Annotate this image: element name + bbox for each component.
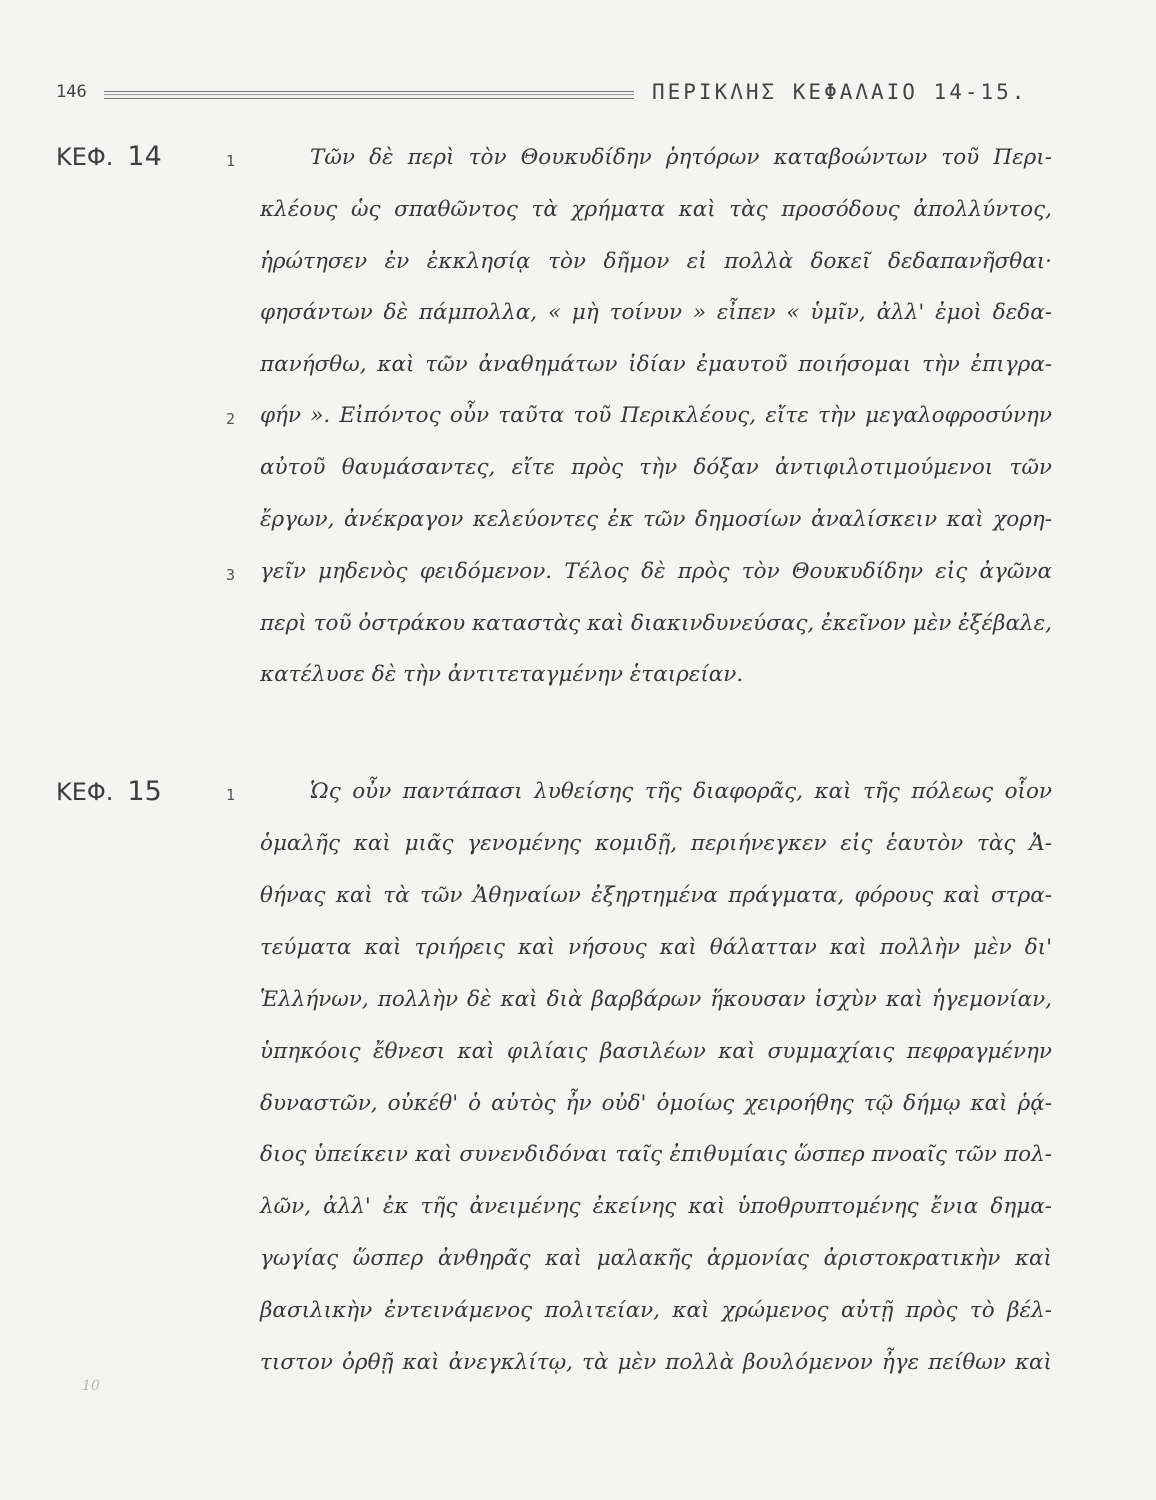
text-line: ὑπηκόοις ἔθνεσι καὶ φιλίαις βασιλέων καὶ συμμαχίαις πεφραγμένην: [260, 1039, 1052, 1064]
text-line: Τῶν δὲ περὶ τὸν Θουκυδίδην ῥητόρων καταβοώντων τοῦ Περι-: [310, 145, 1052, 170]
running-title: ΠΕΡΙΚΛΗΣ ΚΕΦΑΛΑΙΟ 14-15.: [652, 80, 1028, 104]
text-line: κλέους ὡς σπαθῶντος τὰ χρήματα καὶ τὰς προσόδους ἀπολλύντος,: [260, 197, 1052, 222]
section-number: 3: [226, 566, 236, 584]
chapter-number: 14: [127, 141, 162, 172]
text-line: φησάντων δὲ πάμπολλα, « μὴ τοίνυν » εἶπεν « ὑμῖν, ἀλλ' ἐμοὶ δεδα-: [260, 300, 1052, 325]
chapter-label-14: [56, 141, 162, 172]
header-rule: [104, 91, 634, 99]
text-line: Ὡς οὖν παντάπασι λυθείσης τῆς διαφορᾶς, καὶ τῆς πόλεως οἷον: [310, 779, 1052, 804]
section-number: 1: [226, 786, 236, 804]
chapter-abbrev: ΚΕΦ.: [56, 778, 114, 806]
text-line: περὶ τοῦ ὀστράκου καταστὰς καὶ διακινδυνεύσας, ἐκεῖνον μὲν ἐξέβαλε,: [260, 611, 1052, 636]
text-line: φήν ». Εἰπόντος οὖν ταῦτα τοῦ Περικλέους, εἴτε τὴν μεγαλοφροσύνην: [260, 403, 1052, 428]
text-line: δυναστῶν, οὐκέθ' ὁ αὐτὸς ἦν οὐδ' ὁμοίως χειροήθης τῷ δήμῳ καὶ ῥᾴ-: [260, 1091, 1052, 1116]
chapter-abbrev: ΚΕΦ.: [56, 143, 114, 171]
text-line: ἔργων, ἀνέκραγον κελεύοντες ἐκ τῶν δημοσίων ἀναλίσκειν καὶ χορη-: [260, 507, 1052, 532]
text-line: τεύματα καὶ τριήρεις καὶ νήσους καὶ θάλατταν καὶ πολλὴν μὲν δι': [260, 935, 1052, 960]
text-line: γεῖν μηδενὸς φειδόμενον. Τέλος δὲ πρὸς τὸν Θουκυδίδην εἰς ἀγῶνα: [260, 559, 1052, 584]
text-line: ἠρώτησεν ἐν ἐκκλησίᾳ τὸν δῆμον εἰ πολλὰ δοκεῖ δεδαπανῆσθαι·: [260, 249, 1052, 274]
text-line: τιστον ὀρθῇ καὶ ἀνεγκλίτῳ, τὰ μὲν πολλὰ βουλόμενον ἦγε πείθων καὶ: [260, 1350, 1052, 1375]
text-line: βασιλικὴν ἐντεινάμενος πολιτείαν, καὶ χρώμενος αὐτῇ πρὸς τὸ βέλ-: [260, 1298, 1052, 1323]
footer-mark: 10: [82, 1378, 100, 1394]
text-line: λῶν, ἀλλ' ἐκ τῆς ἀνειμένης ἐκείνης καὶ ὑποθρυπτομένης ἔνια δημα-: [260, 1194, 1052, 1219]
page-number: 146: [56, 82, 87, 102]
text-line: θήνας καὶ τὰ τῶν Ἀθηναίων ἐξηρτημένα πράγματα, φόρους καὶ στρα-: [260, 883, 1052, 908]
section-number: 1: [226, 152, 236, 170]
text-line: ὁμαλῆς καὶ μιᾶς γενομένης κομιδῇ, περιήνεγκεν εἰς ἑαυτὸν τὰς Ἀ-: [260, 831, 1052, 856]
section-number: 2: [226, 410, 236, 428]
text-line: πανήσθω, καὶ τῶν ἀναθημάτων ἰδίαν ἐμαυτοῦ ποιήσομαι τὴν ἐπιγρα-: [260, 352, 1052, 377]
page-header: [56, 80, 1064, 110]
chapter-label-15: [56, 776, 162, 807]
chapter-number: 15: [127, 776, 162, 807]
text-line: γωγίας ὥσπερ ἀνθηρᾶς καὶ μαλακῆς ἁρμονίας ἀριστοκρατικὴν καὶ: [260, 1246, 1052, 1271]
text-line: αὐτοῦ θαυμάσαντες, εἴτε πρὸς τὴν δόξαν ἀντιφιλοτιμούμενοι τῶν: [260, 455, 1052, 480]
text-line: Ἑλλήνων, πολλὴν δὲ καὶ διὰ βαρβάρων ἥκουσαν ἰσχὺν καὶ ἡγεμονίαν,: [260, 987, 1052, 1012]
text-line: διος ὑπείκειν καὶ συνενδιδόναι ταῖς ἐπιθυμίαις ὥσπερ πνοαῖς τῶν πολ-: [260, 1142, 1052, 1167]
text-line: κατέλυσε δὲ τὴν ἀντιτεταγμένην ἑταιρείαν.: [260, 662, 744, 687]
